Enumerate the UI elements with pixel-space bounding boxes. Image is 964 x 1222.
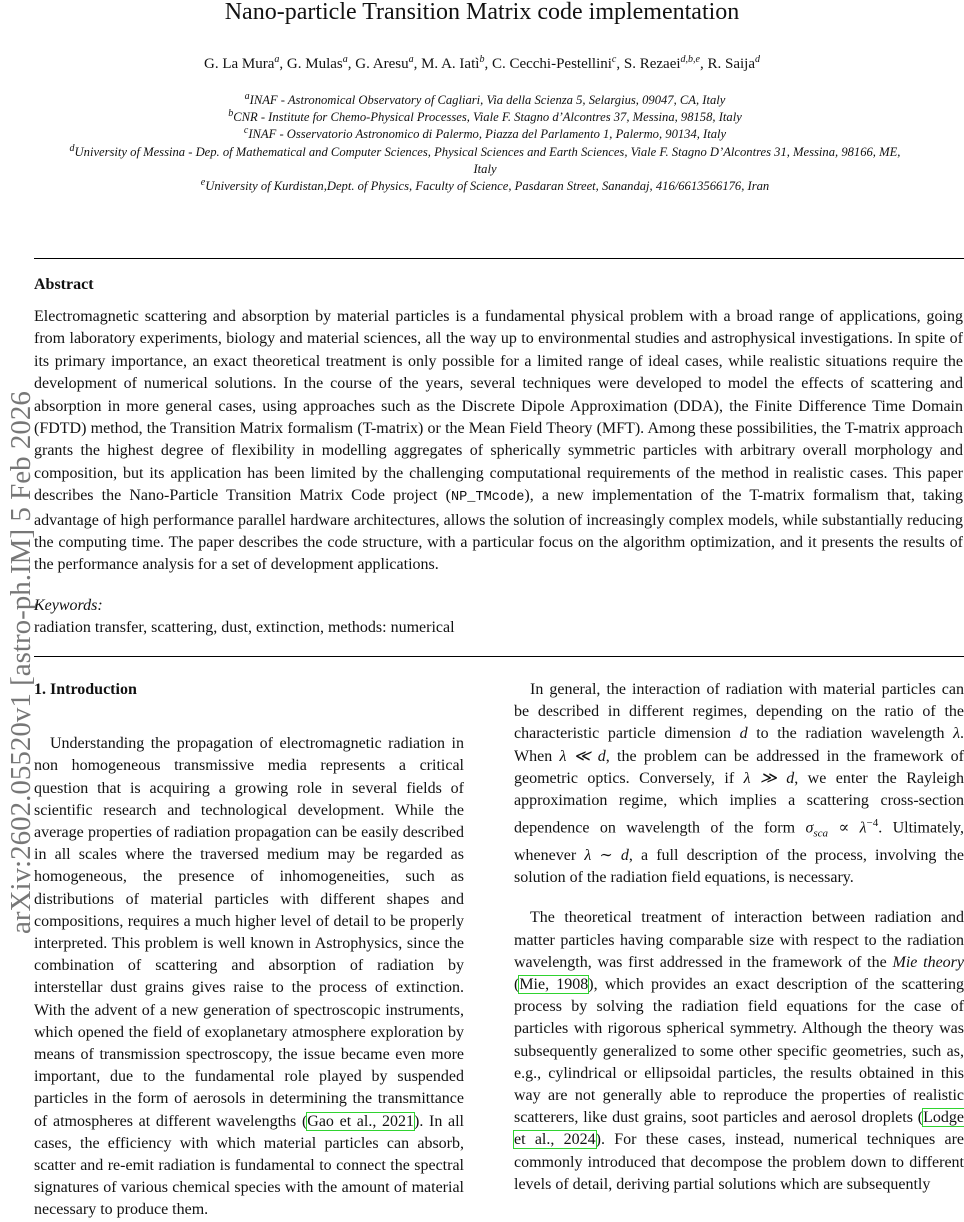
author-name: S. Rezaei: [623, 56, 681, 72]
author-name: G. La Mura: [204, 56, 275, 72]
section-heading: 1. Introduction: [34, 681, 137, 698]
author-name: R. Saija: [707, 56, 755, 72]
author-affil-mark: a: [408, 54, 414, 65]
citation-link[interactable]: Mie, 1908: [519, 975, 589, 993]
arxiv-identifier[interactable]: arXiv:2602.05520v1 [astro-ph.IM] 5 Feb 2026: [5, 391, 37, 934]
author-name: G. Aresu: [355, 56, 409, 72]
paragraph: In general, the interaction of radiation with material particles can be described in different regimes, depending on the ratio of the characteristic particle dimension d to the radiation wavelength λ. When λ ≪ d, the problem can be addressed in the framework of geometric optics. Conversely, if λ ≫ d, we enter the Rayleigh approximation regime, which implies a scattering cross-section dependence on wavelength of the form $\sigma_{sca} \propto \lambda^{-4}$. Ultimately, whenever λ ∼ d, a full description of the process, involving the solution of the radiation field equations, is necessary.: [514, 681, 964, 887]
left-column: [34, 679, 464, 1222]
author-affil-mark: d,b,e: [680, 54, 700, 65]
code-name: NP_TMcode: [450, 490, 525, 506]
author-affil-mark: a: [274, 54, 280, 65]
abstract-body: Electromagnetic scattering and absorption by material particles is a fundamental physical problem with a broad range of applications, going from laboratory experiments, biology and material sciences, all the way up to environmental studies and astrophysical investigations. In spite of its primary importance, an exact theoretical treatment is only possible for a limited range of ideal cases, while realistic situations require the development of numerical solutions. In the course of the years, several techniques were developed to model the effects of scattering and absorption in more general cases, using approaches such as the Discrete Dipole Approximation (DDA), the Finite Difference Time Domain (FDTD) method, the Transition Matrix formalism (T-matrix) or the Mean Field Theory (MFT). Among these possibilities, the T-matrix approach grants the highest degree of flexibility in modelling aggregates of spherically symmetric particles with arbitrary overall morphology and composition, but its application has been limited by the challenging computational requirements of the method in realistic cases. This paper describes the Nano-Particle Transition Matrix Code project (NP_TMcode), a new implementation of the T-matrix formalism that, taking advantage of high performance parallel hardware architectures, allows the solution of increasingly complex models, while substantially reducing the computing time. The paper describes the code structure, with a particular focus on the algorithm optimization, and it presents the results of the performance analysis for a set of development applications.: [34, 308, 963, 574]
abstract-divider: [34, 656, 964, 657]
affiliation: $^a$INAF - Astronomical Observatory of Cagliari, Via della Scienza 5, Selargius, 09047, CA, Italy: [244, 90, 726, 107]
paper-title: Nano-particle Transition Matrix code implementation: [224, 0, 740, 25]
author-name: G. Mulas: [286, 56, 343, 72]
top-divider: [34, 258, 964, 259]
keywords-list: radiation transfer, scattering, dust, extinction, methods: numerical: [34, 619, 455, 636]
keywords-heading: Keywords:: [34, 597, 103, 614]
arxiv-sidebar: [0, 234, 38, 934]
author-affil-mark: b: [479, 54, 485, 65]
author-affil-mark: d: [754, 54, 760, 65]
paragraph: The theoretical treatment of interaction between radiation and matter particles having comparable size with respect to the radiation wavelength, was first addressed in the framework of the Mie theory (Mie, 1908), which provides an exact description of the scattering process by solving the radiation field equations for the case of particles with rigorous spherical symmetry. Although the theory was subsequently generalized to some other specific geometries, such as, e.g., cylindrical or ellipsoidal particles, the results obtained in this way are not generally able to reproduce the properties of realistic scatterers, like dust grains, soot particles and aerosol droplets (Lodge et al., 2024). For these cases, instead, numerical techniques are commonly introduced that decompose the problem down to different levels of detail, deriving partial solutions which are subsequently: [514, 909, 964, 1193]
author-affil-mark: a: [342, 54, 348, 65]
author-name: M. A. Iatì: [421, 56, 480, 72]
citation-link[interactable]: Lodge et al., 2024: [514, 1109, 964, 1149]
affiliation: $^e$University of Kurdistan,Dept. of Physics, Faculty of Science, Pasdaran Street, Sanandaj, 416/6613566176, Iran: [200, 176, 770, 194]
affiliation: $^d$University of Messina - Dep. of Mathematical and Computer Sciences, Physical Sciences and Earth Sciences, Viale F. Stagno D’Alcontres 31, Messina, 98166, ME, Italy: [69, 142, 901, 176]
affiliation-list: [60, 92, 910, 195]
paragraph: Understanding the propagation of electromagnetic radiation in non homogeneous transmissive media represents a critical question that is acquiring a growing role in several fields of scientific research and technological development. While the average properties of radiation propagation can be easily described in all scales where the traversed medium may be regarded as homogeneous, the presence of inhomogeneities, such as distributions of material particles with different shapes and compositions, requires a much higher level of detail to be properly interpreted. This problem is well known in Astrophysics, since the combination of scattering and absorption of radiation by interstellar dust grains gives raise to the process of extinction. With the advent of a new generation of spectroscopic instruments, which opened the field of exoplanetary atmosphere exploration by means of transmission spectroscopy, the issue became even more important, due to the fundamental role played by suspended particles in the form of aerosols in determining the transmittance of atmospheres at different wavelengths (Gao et al., 2021). In all cases, the efficiency with which material particles can absorb, scatter and re-emit radiation is fundamental to connect the spectral signatures of various chemical species with the amount of material necessary to produce them.: [34, 735, 464, 1219]
right-column: [514, 679, 964, 1196]
affiliation: $^b$CNR - Institute for Chemo-Physical Processes, Viale F. Stagno d’Alcontres 37, Messina, 98158, Italy: [228, 108, 742, 125]
citation-link[interactable]: Gao et al., 2021: [307, 1112, 415, 1130]
author-list: G. La Mura$^a$, G. Mulas$^a$, G. Aresu$^a$, M. A. Iatì$^b$, C. Cecchi-Pestellini$^c$, S. Rezaei$^{d,b,e}$, R. Saija$^d$: [204, 54, 760, 72]
author-affil-mark: c: [611, 54, 617, 65]
affiliation: $^c$INAF - Osservatorio Astronomico di Palermo, Piazza del Parlamento 1, Palermo, 90134, Italy: [243, 125, 727, 142]
author-name: C. Cecchi-Pestellini: [491, 56, 612, 72]
abstract-heading: Abstract: [34, 276, 94, 293]
